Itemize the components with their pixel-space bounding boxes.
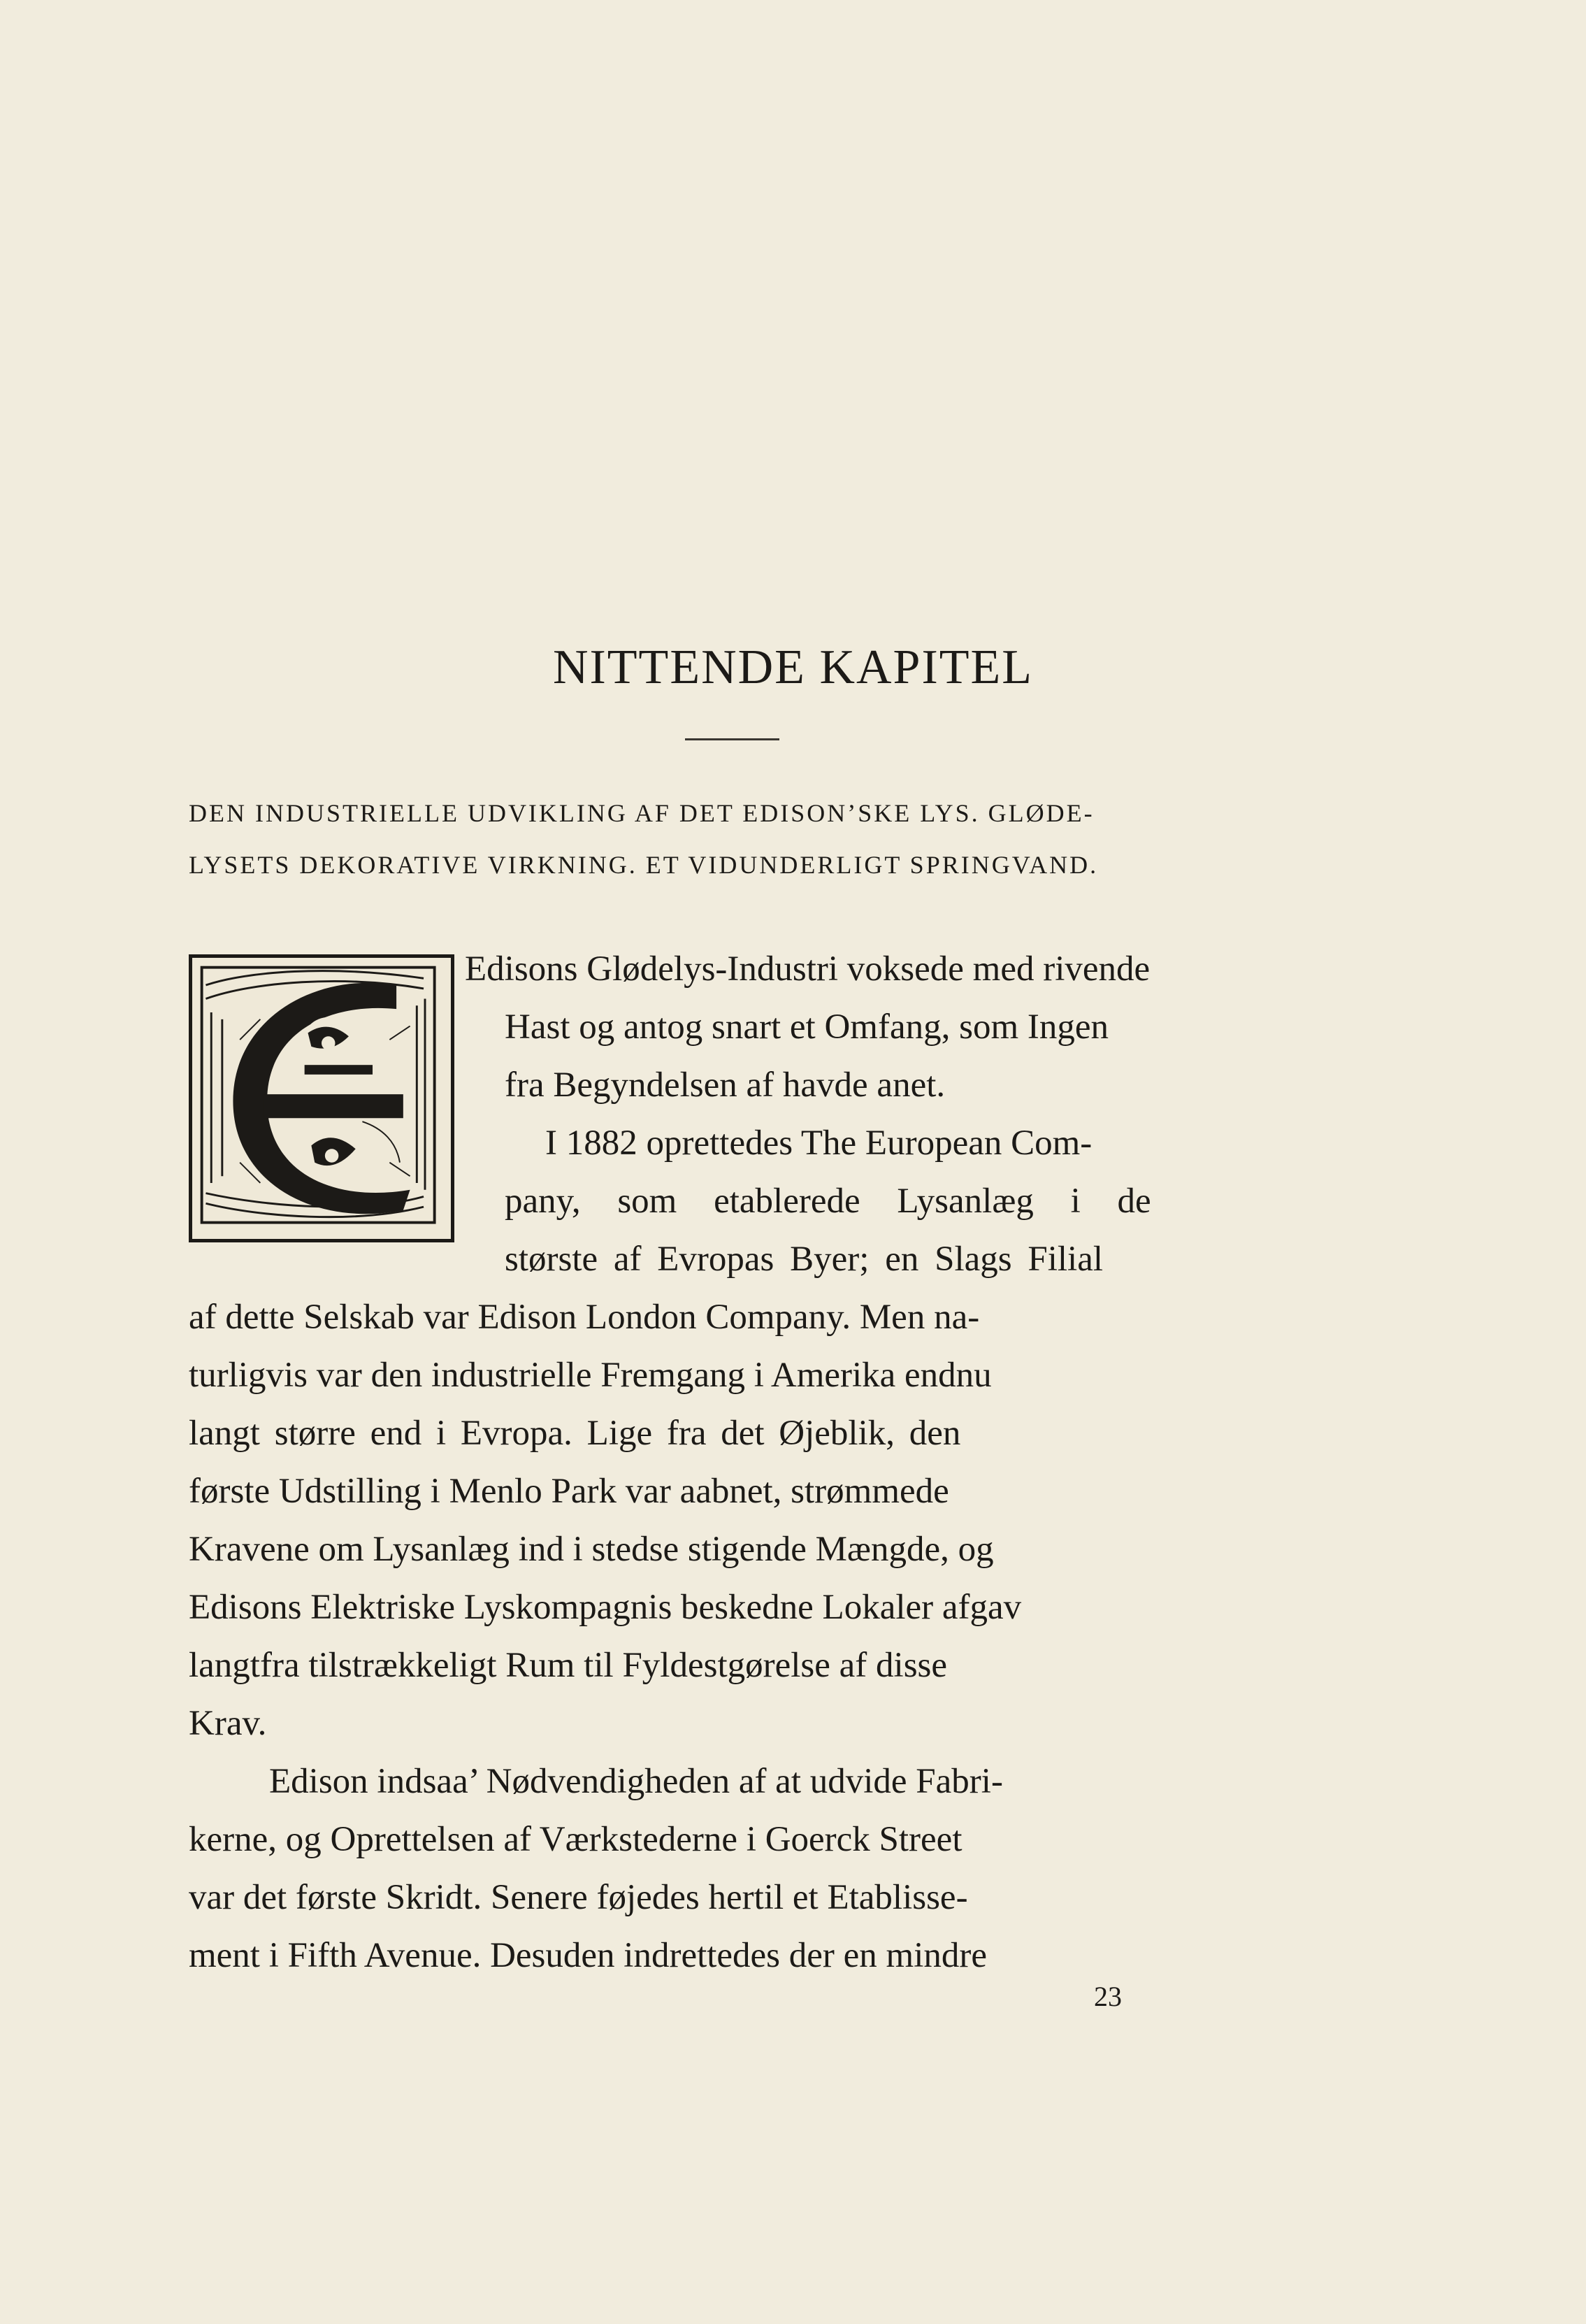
text-line-8: turligvis var den industrielle Fremgang i Amerika endnu [189,1356,992,1395]
ornament-icon [192,958,451,1239]
text-line-2: Hast og antog snart et Omfang, som Ingen [505,1007,1109,1047]
text-line-12: Edisons Elektriske Lyskompagnis beskedne Lokaler afgav [189,1588,1022,1627]
chapter-summary-line-2: LYSETS DEKORATIVE VIRKNING. ET VIDUNDERLIGT SPRINGVAND. [189,851,1099,879]
decorated-initial-e [189,954,454,1242]
text-line-10: første Udstilling i Menlo Park var aabnet, strømmede [189,1472,949,1511]
line-text: Edisons Glødelys-Industri voksede med rivende [465,949,1151,989]
text-line-9: langt større end i Evropa. Lige fra det Øjeblik, den [189,1414,961,1453]
text-line-5: pany, som etablerede Lysanlæg i de [505,1182,1151,1221]
text-line-4: I 1882 oprettedes The European Com- [545,1124,1093,1163]
text-line-1 [465,940,1269,998]
text-line-11: Kravene om Lysanlæg ind i stedse stigende Mængde, og [189,1530,994,1569]
text-line-16: kerne, og Oprettelsen af Værkstederne i Goerck Street [189,1820,963,1859]
text-line-15: Edison indsaa’ Nødvendigheden af at udvide Fabri- [269,1762,1003,1801]
text-line-3: fra Begyndelsen af havde anet. [505,1066,946,1105]
text-line-14: Krav. [189,1704,267,1743]
chapter-summary-line-1: DEN INDUSTRIELLE UDVIKLING AF DET EDISON’SKE LYS. GLØDE- [189,799,1095,827]
title-rule [685,738,779,740]
text-line-18: ment i Fifth Avenue. Desuden indrettedes der en mindre [189,1936,987,1975]
text-line-6: største af Evropas Byer; en Slags Filial [505,1240,1104,1279]
text-line-13: langtfra tilstrækkeligt Rum til Fyldestgørelse af disse [189,1646,948,1685]
page-number: 23 [1094,1981,1122,2012]
text-line-17: var det første Skridt. Senere føjedes hertil et Etablisse- [189,1878,968,1917]
chapter-title: NITTENDE KAPITEL [552,640,1034,694]
text-line-7: af dette Selskab var Edison London Company. Men na- [189,1298,980,1337]
